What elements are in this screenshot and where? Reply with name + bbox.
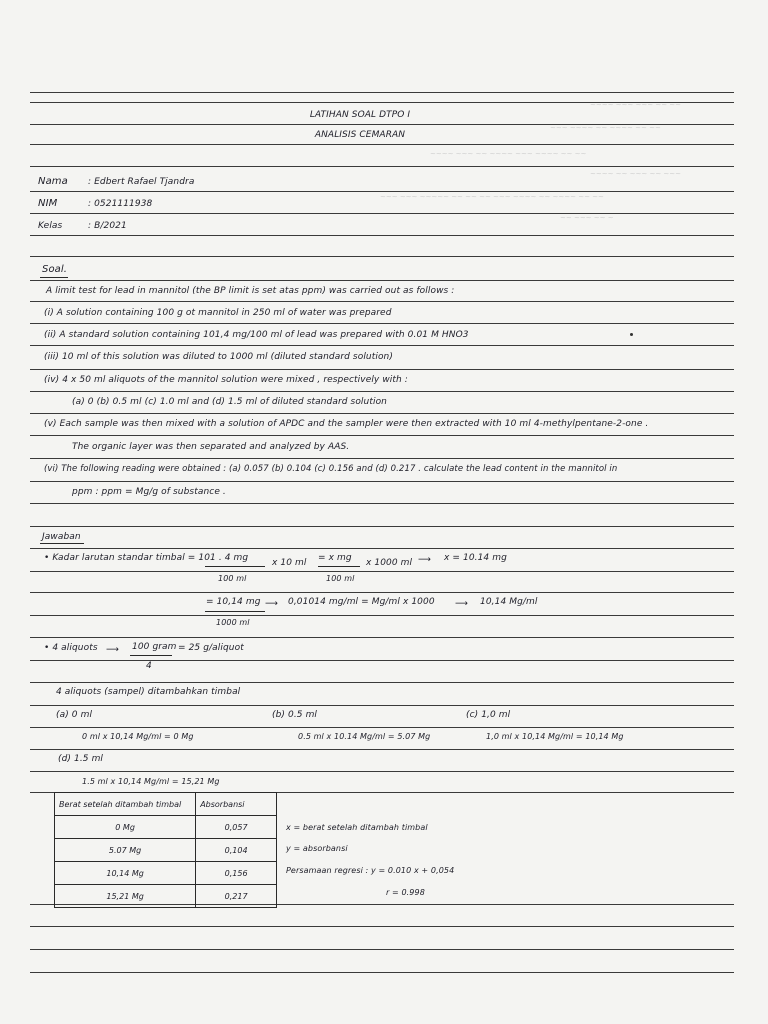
ruled-line [30, 213, 734, 214]
arrow-icon: ⟶ [265, 599, 279, 609]
ruled-line [30, 727, 734, 728]
table-cell-weight: 5.07 Mg [55, 839, 196, 862]
jawaban-underline [40, 543, 84, 544]
ruled-line [30, 92, 734, 93]
kadar-denominator: 100 ml [218, 574, 247, 583]
arrow-icon: ⟶ [418, 555, 432, 565]
ruled-line [30, 256, 734, 257]
table-cell-weight: 0 Mg [55, 816, 196, 839]
sample-d-calc: 1.5 ml x 10,14 Mg/ml = 15,21 Mg [82, 777, 220, 786]
ruled-line [30, 323, 734, 324]
nama-label: Nama [38, 176, 68, 187]
kadar-x: = x mg [318, 553, 352, 563]
soal-intro: A limit test for lead in mannitol (the BP limit is set atas ppm) was carried out as follows : [46, 286, 455, 296]
table-cell-weight: 10,14 Mg [55, 862, 196, 885]
jawaban-heading: Jawaban [42, 532, 81, 542]
soal-item-ii: (ii) A standard solution containing 101,4 mg/100 ml of lead was prepared with 0.01 M HNO3 [44, 330, 469, 340]
kadar-2-denominator: 1000 ml [216, 618, 250, 627]
soal-item-v-cont: The organic layer was then separated and analyzed by AAS. [72, 442, 350, 452]
ruled-line [30, 548, 734, 549]
ruled-line [30, 144, 734, 145]
sample-b-calc: 0.5 ml x 10.14 Mg/ml = 5.07 Mg [298, 732, 431, 741]
note-y: y = absorbansi [286, 844, 348, 853]
ruled-line [30, 369, 734, 370]
ruled-line [30, 705, 734, 706]
ruled-line [30, 458, 734, 459]
aliquot-numerator: 100 gram [132, 642, 177, 652]
nim-label: NIM [38, 198, 58, 209]
arrow-icon: ⟶ [455, 599, 469, 609]
soal-item-iv-options: (a) 0 (b) 0.5 ml (c) 1.0 ml and (d) 1.5 ml of diluted standard solution [72, 397, 387, 407]
kadar-multiplier: x 10 ml [272, 558, 307, 568]
ruled-line [30, 301, 734, 302]
fraction-bar [318, 566, 360, 567]
soal-heading: Soal. [42, 264, 68, 275]
table-row [55, 862, 277, 885]
note-regression: Persamaan regresi : y = 0.010 x + 0,054 [286, 866, 455, 875]
note-r: r = 0.998 [386, 888, 425, 897]
ruled-line [30, 345, 734, 346]
ruled-line [30, 391, 734, 392]
kadar-2-rest: 0,01014 mg/ml = Mg/ml x 1000 [288, 597, 435, 607]
ruled-line [30, 280, 734, 281]
sample-a-label: (a) 0 ml [56, 710, 93, 720]
table-cell-absorbance: 0,057 [196, 816, 277, 839]
sample-c-label: (c) 1,0 ml [466, 710, 511, 720]
kadar-result: x = 10.14 mg [444, 553, 507, 563]
ruled-line [30, 166, 734, 167]
ruled-line [30, 615, 734, 616]
soal-item-v: (v) Each sample was then mixed with a solution of APDC and the sampler were then extracted with 10 ml 4-methylpentane-2-one . [44, 419, 649, 429]
soal-item-iv: (iv) 4 x 50 ml aliquots of the mannitol solution were mixed , respectively with : [44, 375, 408, 385]
ruled-line [30, 660, 734, 661]
ruled-line [30, 571, 734, 572]
fraction-bar [130, 655, 172, 656]
aliquot-denominator: 4 [146, 661, 152, 671]
page-title: LATIHAN SOAL DTPO I [309, 110, 411, 120]
ruled-line [30, 526, 734, 527]
kadar-2: = 10,14 mg [206, 597, 261, 607]
ink-dot [630, 333, 633, 336]
ruled-line [30, 749, 734, 750]
ruled-line [30, 926, 734, 927]
table-cell-weight: 15,21 Mg [55, 885, 196, 908]
soal-underline [40, 277, 68, 278]
table-cell-absorbance: 0,217 [196, 885, 277, 908]
table-header-weight: Berat setelah ditambah timbal [55, 793, 196, 816]
ruled-line [30, 413, 734, 414]
kadar-line: • Kadar larutan standar timbal = 101 . 4 mg [44, 553, 249, 563]
soal-item-vi: (vi) The following reading were obtained : (a) 0.057 (b) 0.104 (c) 0.156 and (d) 0.217 . calculate the lead content in the mannitol in [44, 464, 618, 474]
ruled-line [30, 637, 734, 638]
sample-b-label: (b) 0.5 ml [272, 710, 318, 720]
ruled-line [30, 503, 734, 504]
kelas-value: : B/2021 [88, 221, 127, 231]
sample-c-calc: 1,0 ml x 10,14 Mg/ml = 10,14 Mg [486, 732, 624, 741]
aliquot-result: = 25 g/aliquot [178, 643, 244, 653]
kadar-2-result: 10,14 Mg/ml [480, 597, 538, 607]
handwritten-page: ~~~~ ~~~ ~~~ ~~ ~~ ~~~ ~~~~ ~~ ~~~~ ~~ ~~ ~~~~ ~~~ ~~ ~~~~ ~~~ ~~~~ ~~ ~~ ~~~~ ~~ ~~~ ~~ ~~~ ~~~ ~~~ ~~~~~ ~~ ~~ ~~ ~~~ ~~~~ ~~ ~~~~ ~~ ~~ ~~ ~~~ ~~ ~ LATIHAN SOAL DTPO I ANALISIS CEMARAN Nama : Edbert Rafael Tjandra NIM : 0521111938 Kelas : B/2021 Soal. A limit test for lead in mannitol (the BP limit is set atas ppm) was carried out as follows : (i) A solution containing 100 g ot mannitol in 250 ml of water was prepared (ii) A standard solution containing 101,4 mg/100 ml of lead was prepared with 0.01 M HNO3 (iii) 10 ml of this solution was diluted to 1000 ml (diluted standard solution) (iv) 4 x 50 ml aliquots of the mannitol solution were mixed , respectively with : (a) 0 (b) 0.5 ml (c) 1.0 ml and (d) 1.5 ml of diluted standard solution (v) Each sample was then mixed with a solution of APDC and the sampler were then extracted with 10 ml 4-methylpentane-2-one . The organic layer was then separated and analyzed by AAS. (vi) The following reading were obtained : (a) 0.057 (b) 0.104 (c) 0.156 and (d) 0.217 . calculate the lead content in the mannitol in ppm : ppm = Mg/g of substance . Jawaban • Kadar larutan standar timbal = 101 . 4 mg 100 ml x 10 ml = x mg 100 ml x 1000 ml ⟶ x = 10.14 mg = 10,14 mg 1000 ml ⟶ 0,01014 mg/ml = Mg/ml x 1000 ⟶ 10,14 Mg/ml • 4 aliquots ⟶ 100 gram 4 = 25 g/aliquot 4 aliquots (sampel) ditambahkan timbal (a) 0 ml (b) 0.5 ml (c) 1,0 ml 0 ml x 10,14 Mg/ml = 0 Mg 0.5 ml x 10.14 Mg/ml = 5.07 Mg 1,0 ml x 10,14 Mg/ml = 10,14 Mg (d) 1.5 ml 1.5 ml x 10,14 Mg/ml = 15,21 Mg Berat setelah ditambah timbal Absorbansi 0 Mg 0,057 5.07 Mg 0,104 10,14 Mg 0,156 15,21 Mg 0,217 x = berat setelah ditambah timbal y = absorbansi Persamaan regresi : y = 0.010 x + 0,054 r = 0.998 [0, 0, 768, 1024]
table-row [55, 885, 277, 908]
ruled-line [30, 682, 734, 683]
ruled-line [30, 235, 734, 236]
fraction-bar [205, 611, 265, 612]
absorbance-table [54, 792, 277, 908]
fraction-bar [205, 566, 265, 567]
ruled-line [30, 949, 734, 950]
sample-a-calc: 0 ml x 10,14 Mg/ml = 0 Mg [82, 732, 194, 741]
kelas-label: Kelas [38, 221, 63, 231]
nim-value: : 0521111938 [88, 199, 153, 209]
ruled-line [30, 435, 734, 436]
ruled-line [30, 481, 734, 482]
soal-item-vi-cont: ppm : ppm = Mg/g of substance . [72, 487, 226, 497]
ruled-line [30, 592, 734, 593]
aliquot-added: 4 aliquots (sampel) ditambahkan timbal [56, 687, 241, 697]
table-row [55, 839, 277, 862]
kadar-x-denominator: 100 ml [326, 574, 355, 583]
table-cell-absorbance: 0,104 [196, 839, 277, 862]
ruled-line [30, 972, 734, 973]
table-cell-absorbance: 0,156 [196, 862, 277, 885]
table-header-absorbance: Absorbansi [196, 793, 277, 816]
soal-item-iii: (iii) 10 ml of this solution was diluted to 1000 ml (diluted standard solution) [44, 352, 393, 362]
aliquot-line: • 4 aliquots [44, 643, 98, 653]
note-x: x = berat setelah ditambah timbal [286, 823, 428, 832]
ruled-line [30, 771, 734, 772]
soal-item-i: (i) A solution containing 100 g ot mannitol in 250 ml of water was prepared [44, 308, 392, 318]
page-subtitle: ANALISIS CEMARAN [314, 130, 406, 140]
nama-value: : Edbert Rafael Tjandra [88, 177, 195, 187]
table-header-row [55, 793, 277, 816]
kadar-end: x 1000 ml [366, 558, 413, 568]
ruled-line [30, 191, 734, 192]
arrow-icon: ⟶ [106, 645, 120, 655]
sample-d-label: (d) 1.5 ml [58, 754, 104, 764]
table-row [55, 816, 277, 839]
